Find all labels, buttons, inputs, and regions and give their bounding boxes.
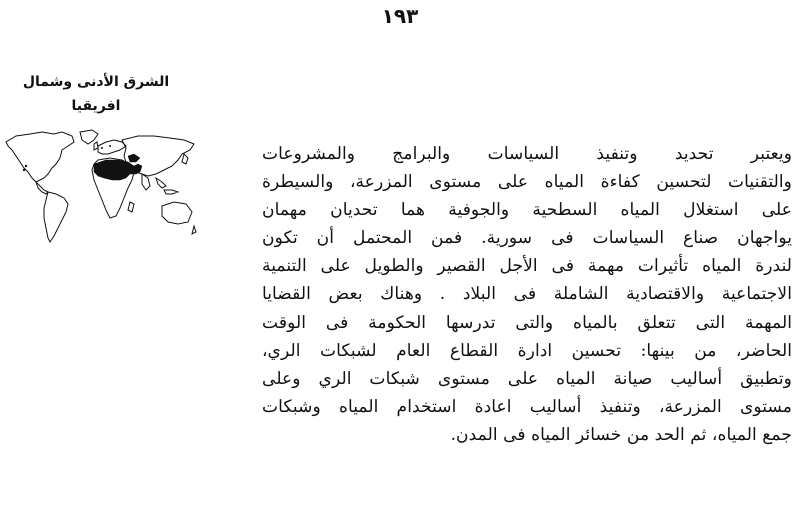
region-label-line-2: افريقيا	[71, 98, 121, 114]
paragraph-line: مستوى المزرعة، وتنفيذ أساليب اعادة استخدام المياه وشبكات	[262, 396, 792, 417]
paragraph-line: جمع المياه، ثم الحد من خسائر المياه فى المدن.	[450, 424, 792, 445]
paragraph-line: وتطبيق أساليب صيانة المياه على مستوى شبكات الري وعلى	[262, 368, 792, 389]
world-map-icon	[2, 128, 198, 248]
page-number: ١٩٣	[381, 4, 419, 28]
paragraph-line: على استغلال المياه السطحية والجوفية هما تحديان مهمان	[262, 200, 792, 221]
paragraph-line: والتقنيات لتحسين كفاءة المياه على مستوى المزرعة، والسيطرة	[262, 172, 792, 193]
region-label-line-1: الشرق الأدنى وشمال	[22, 74, 170, 90]
paragraph-line: الحاضر، من بينها: تحسين ادارة القطاع العام لشبكات الري،	[262, 340, 792, 361]
paragraph-line: يواجهان صناع السياسات فى سورية. فمن المحتمل أن تكون	[262, 228, 792, 249]
paragraph-line: الاجتماعية والاقتصادية الشاملة فى البلاد . وهناك بعض القضايا	[262, 284, 792, 305]
region-label	[0, 70, 192, 118]
body-paragraph	[262, 140, 792, 449]
paragraph-line: لندرة المياه تأثيرات مهمة فى الأجل القصير والطويل على التنمية	[262, 256, 792, 277]
paragraph-line: المهمة التى تتعلق بالمياه والتى تدرسها الحكومة فى الوقت	[262, 312, 792, 333]
paragraph-line: ويعتبر تحديد وتنفيذ السياسات والبرامج والمشروعات	[262, 144, 792, 164]
